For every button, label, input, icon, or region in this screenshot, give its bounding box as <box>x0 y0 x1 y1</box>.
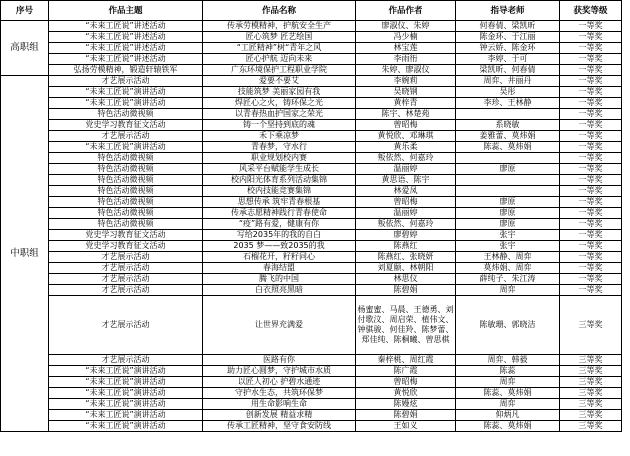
table-row <box>1 421 622 432</box>
cell-author: 陈碧娟 <box>356 285 456 296</box>
cell-award: 一等奖 <box>560 87 622 98</box>
table-row <box>1 153 622 164</box>
cell-advisor: 莫炜娟、周弈 <box>456 263 560 274</box>
cell-award: 一等奖 <box>560 43 622 54</box>
cell-title: 校内技能竞赛集锦 <box>203 186 356 197</box>
table-row <box>1 76 622 87</box>
table-row <box>1 21 622 32</box>
cell-theme: 才艺展示活动 <box>49 263 203 274</box>
cell-award: 一等奖 <box>560 164 622 175</box>
cell-award: 一等奖 <box>560 208 622 219</box>
cell-theme: “未来工匠说”演讲活动 <box>49 142 203 153</box>
cell-author: 曾昭梅 <box>356 120 456 131</box>
table-row <box>1 120 622 131</box>
cell-title: 青春梦，守水行 <box>203 142 356 153</box>
cell-advisor <box>456 186 560 197</box>
cell-title: 铸一个坚持到底的魂 <box>203 120 356 131</box>
cell-theme: 才艺展示活动 <box>49 274 203 285</box>
cell-award: 一等奖 <box>560 76 622 87</box>
cell-title: 以匠人初心 护碧水通迹 <box>203 377 356 388</box>
cell-theme: 才艺展示活动 <box>49 285 203 296</box>
cell-advisor: 系晓敏 <box>456 120 560 131</box>
table-row <box>1 142 622 153</box>
cell-author: 廖淑仪、朱婷 <box>356 21 456 32</box>
cell-advisor: 周弈 <box>456 399 560 410</box>
cell-author: 温丽婷 <box>356 208 456 219</box>
cell-award: 一等奖 <box>560 197 622 208</box>
cell-theme: 才艺展示活动 <box>49 131 203 142</box>
cell-advisor: 薛纯子、朱江涛 <box>456 274 560 285</box>
table-row <box>1 175 622 186</box>
cell-advisor: 周弈、韩毅 <box>456 355 560 366</box>
cell-title: 风采平台赋能学生成长 <box>203 164 356 175</box>
cell-theme: 特色活动微视频 <box>49 164 203 175</box>
cell-title: 写给2035年的我的自白 <box>203 230 356 241</box>
cell-author: 廖碧婷 <box>356 230 456 241</box>
cell-theme: 特色活动微视频 <box>49 175 203 186</box>
cell-advisor: 钟云娇、陈金环 <box>456 43 560 54</box>
cell-title: 以青春热血护国家之荣光 <box>203 109 356 120</box>
table-body <box>1 21 622 432</box>
cell-advisor <box>456 175 560 186</box>
cell-title: 守护水生态，共筑环保梦 <box>203 388 356 399</box>
table-row <box>1 252 622 263</box>
table-row <box>1 186 622 197</box>
cell-theme: “未来工匠说”演讲活动 <box>49 399 203 410</box>
cell-title: “疫”路有爱，健康有你 <box>203 219 356 230</box>
table-row <box>1 164 622 175</box>
cell-title: 助力匠心圆梦，守护城市水质 <box>203 366 356 377</box>
cell-author: 王如义 <box>356 421 456 432</box>
cell-advisor: 周弈、井丽丹 <box>456 76 560 87</box>
table-row <box>1 388 622 399</box>
cell-title: 传承劳模精神，护航安全生产 <box>203 21 356 32</box>
cell-theme: “未来工匠说”演讲活动 <box>49 377 203 388</box>
cell-advisor: 陈蕊、莫炜娟 <box>456 388 560 399</box>
cell-advisor: 周弈 <box>456 377 560 388</box>
cell-title: 医路有你 <box>203 355 356 366</box>
cell-award: 一等奖 <box>560 274 622 285</box>
table-row <box>1 263 622 274</box>
cell-author: 林爱凤 <box>356 186 456 197</box>
cell-award: 一等奖 <box>560 175 622 186</box>
cell-advisor: 周弈 <box>456 285 560 296</box>
cell-theme: 特色活动微视频 <box>49 186 203 197</box>
cell-theme: 才艺展示活动 <box>49 76 203 87</box>
cell-author: 李雨衎 <box>356 54 456 65</box>
cell-award: 一等奖 <box>560 98 622 109</box>
cell-theme: 才艺展示活动 <box>49 252 203 263</box>
cell-award: 一等奖 <box>560 65 622 76</box>
cell-advisor: 陈金环、于江丽 <box>456 32 560 43</box>
table-row <box>1 109 622 120</box>
cell-advisor: 梁凯昕、何春倩 <box>456 65 560 76</box>
cell-advisor: 李婷、于可 <box>456 54 560 65</box>
cell-award: 三等奖 <box>560 421 622 432</box>
cell-award: 一等奖 <box>560 230 622 241</box>
cell-theme: 特色活动微视频 <box>49 109 203 120</box>
cell-award: 三等奖 <box>560 355 622 366</box>
header-row <box>1 1 622 21</box>
cell-advisor: 廖原 <box>456 197 560 208</box>
cell-theme: 特色活动微视频 <box>49 219 203 230</box>
cell-advisor: 王林静、周弈 <box>456 252 560 263</box>
cell-author: 陈广霞 <box>356 366 456 377</box>
table-row <box>1 54 622 65</box>
cell-author: 朱婷、廖淑仪 <box>356 65 456 76</box>
cell-title: 让世界充满爱 <box>203 296 356 355</box>
cell-award: 一等奖 <box>560 109 622 120</box>
cell-award: 一等奖 <box>560 285 622 296</box>
cell-advisor: 陈敏珊、郭晓洁 <box>456 296 560 355</box>
table-row <box>1 355 622 366</box>
cell-title: 爱要不要艾 <box>203 76 356 87</box>
cell-theme: 特色活动微视频 <box>49 208 203 219</box>
table-row <box>1 43 622 54</box>
table-row <box>1 131 622 142</box>
cell-title: 石榴花开，籽籽同心 <box>203 252 356 263</box>
cell-title: 校内阳光体育系列活动集锦 <box>203 175 356 186</box>
cell-author: 陈宇、林楚苑 <box>356 109 456 120</box>
cell-award: 三等奖 <box>560 399 622 410</box>
cell-author: 黄悦欣、邓琳琪 <box>356 131 456 142</box>
table-row <box>1 197 622 208</box>
cell-theme: “未来工匠说”演讲活动 <box>49 410 203 421</box>
cell-theme: 党史学习教育征文活动 <box>49 241 203 252</box>
cell-advisor: 廖原 <box>456 219 560 230</box>
cell-title: 2035 梦——致2035的我 <box>203 241 356 252</box>
cell-title: 职业规划校内赛 <box>203 153 356 164</box>
cell-title: 广东环境保护工程职业学院 <box>203 65 356 76</box>
cell-author: 林宝莲 <box>356 43 456 54</box>
col-header-title: 作品名称 <box>203 1 356 21</box>
cell-advisor: 陈蕊、莫炜娟 <box>456 142 560 153</box>
cell-author: 温丽婷 <box>356 164 456 175</box>
cell-author: 陈燕红 <box>356 241 456 252</box>
cell-award: 一等奖 <box>560 252 622 263</box>
cell-award: 三等奖 <box>560 366 622 377</box>
cell-advisor: 张宇 <box>456 230 560 241</box>
cell-author: 陈碧娟 <box>356 410 456 421</box>
cell-advisor: 姜雅蕾、莫炜娟 <box>456 131 560 142</box>
cell-title: 思想传承 筑牢青春根基 <box>203 197 356 208</box>
cell-award: 三等奖 <box>560 410 622 421</box>
cell-advisor: 李珍、王林静 <box>456 98 560 109</box>
cell-award: 一等奖 <box>560 153 622 164</box>
cell-award: 三等奖 <box>560 388 622 399</box>
cell-title: 创新发展 精益求精 <box>203 410 356 421</box>
cell-theme: 才艺展示活动 <box>49 355 203 366</box>
cell-award: 三等奖 <box>560 296 622 355</box>
cell-advisor: 陈蕊、莫炜娟 <box>456 421 560 432</box>
cell-award: 一等奖 <box>560 120 622 131</box>
cell-author: 刘夏颐、林朝阳 <box>356 263 456 274</box>
table-row <box>1 410 622 421</box>
cell-advisor: 张宇 <box>456 241 560 252</box>
table-row <box>1 98 622 109</box>
cell-author: 李婉莉 <box>356 76 456 87</box>
cell-title: 传承工匠精神，坚守食安防线 <box>203 421 356 432</box>
cell-author: 曾昭梅 <box>356 197 456 208</box>
cell-title: 春海结盟 <box>203 263 356 274</box>
cell-award: 一等奖 <box>560 21 622 32</box>
cell-author: 杨蜜蜜、马晨、王德勇、刘付歌汶、周启荣、植伟文、钟骐骏、何佳羚、陈梦蕾、郑佳纯、陈桐曦、曾思棋 <box>356 296 456 355</box>
cell-award: 一等奖 <box>560 131 622 142</box>
cell-advisor <box>456 109 560 120</box>
cell-author: 叛依然、何嘉玲 <box>356 219 456 230</box>
table-row <box>1 32 622 43</box>
table-row <box>1 285 622 296</box>
cell-award: 一等奖 <box>560 241 622 252</box>
table-row <box>1 208 622 219</box>
cell-author: 秦梓桃、周红霞 <box>356 355 456 366</box>
table-row <box>1 377 622 388</box>
group-cell: 中职组 <box>1 76 49 432</box>
cell-theme: “未来工匠说”讲述活动 <box>49 21 203 32</box>
cell-author: 黄悦欣 <box>356 388 456 399</box>
cell-advisor: 何春倩、梁凯昕 <box>456 21 560 32</box>
table-row <box>1 230 622 241</box>
cell-title: 技能筑梦 美丽家园有我 <box>203 87 356 98</box>
cell-author: 曾昭梅 <box>356 377 456 388</box>
cell-theme: 党史学习教育征文活动 <box>49 230 203 241</box>
cell-theme: “未来工匠说”讲述活动 <box>49 32 203 43</box>
cell-theme: “未来工匠说”演讲活动 <box>49 421 203 432</box>
cell-award: 三等奖 <box>560 377 622 388</box>
cell-theme: “未来工匠说”讲述活动 <box>49 43 203 54</box>
cell-advisor: 廖原 <box>456 164 560 175</box>
cell-author: 黄梓青 <box>356 98 456 109</box>
cell-theme: “未来工匠说”演讲活动 <box>49 87 203 98</box>
cell-author: 叛依然、何嘉玲 <box>356 153 456 164</box>
cell-theme: “未来工匠说”演讲活动 <box>49 98 203 109</box>
cell-award: 一等奖 <box>560 142 622 153</box>
cell-theme: “未来工匠说”讲述活动 <box>49 54 203 65</box>
cell-theme: 才艺展示活动 <box>49 296 203 355</box>
col-header-index: 序号 <box>1 1 49 21</box>
col-header-author: 作品作者 <box>356 1 456 21</box>
cell-author: 黄乐柔 <box>356 142 456 153</box>
cell-advisor: 仰炳凡 <box>456 410 560 421</box>
col-header-theme: 作品主题 <box>49 1 203 21</box>
table-row <box>1 65 622 76</box>
cell-title: “工匠精神”树“青年之风 <box>203 43 356 54</box>
cell-theme: 弘扬劳模精神，锻造轩辕铁军 <box>49 65 203 76</box>
cell-author: 冯少楠 <box>356 32 456 43</box>
cell-theme: “未来工匠说”演讲活动 <box>49 366 203 377</box>
cell-title: 白衣照亮黑暗 <box>203 285 356 296</box>
cell-award: 一等奖 <box>560 263 622 274</box>
table-row <box>1 366 622 377</box>
cell-award: 一等奖 <box>560 219 622 230</box>
cell-award: 一等奖 <box>560 54 622 65</box>
cell-title: 腾飞的中国 <box>203 274 356 285</box>
cell-advisor <box>456 153 560 164</box>
cell-author: 陈嫚炫 <box>356 399 456 410</box>
col-header-award: 获奖等级 <box>560 1 622 21</box>
cell-title: 传承志愿精神践行青春使命 <box>203 208 356 219</box>
cell-title: 用生命影响生命 <box>203 399 356 410</box>
cell-author: 陈燕红、张晓妍 <box>356 252 456 263</box>
table-row <box>1 274 622 285</box>
cell-title: 匠心筑梦 匠艺绘国 <box>203 32 356 43</box>
cell-theme: 党史学习教育征文活动 <box>49 120 203 131</box>
cell-author: 黄思语、陈宇 <box>356 175 456 186</box>
cell-theme: 特色活动微视频 <box>49 197 203 208</box>
group-cell: 高职组 <box>1 21 49 76</box>
cell-title: 禾下乘凉梦 <box>203 131 356 142</box>
cell-advisor: 廖原 <box>456 208 560 219</box>
table-row <box>1 399 622 410</box>
table-row <box>1 87 622 98</box>
cell-advisor: 陈蕊 <box>456 366 560 377</box>
cell-theme: 特色活动微视频 <box>49 153 203 164</box>
cell-author: 吴晓钢 <box>356 87 456 98</box>
table-row <box>1 296 622 355</box>
table-row <box>1 219 622 230</box>
cell-theme: “未来工匠说”演讲活动 <box>49 388 203 399</box>
cell-title: 焊匠心之火，铸环保之光 <box>203 98 356 109</box>
table-row <box>1 241 622 252</box>
cell-award: 一等奖 <box>560 32 622 43</box>
cell-award: 一等奖 <box>560 186 622 197</box>
col-header-advisor: 指导老师 <box>456 1 560 21</box>
cell-title: 匠心护航 迈向未来 <box>203 54 356 65</box>
cell-author: 林思仪 <box>356 274 456 285</box>
cell-advisor: 吴彤 <box>456 87 560 98</box>
